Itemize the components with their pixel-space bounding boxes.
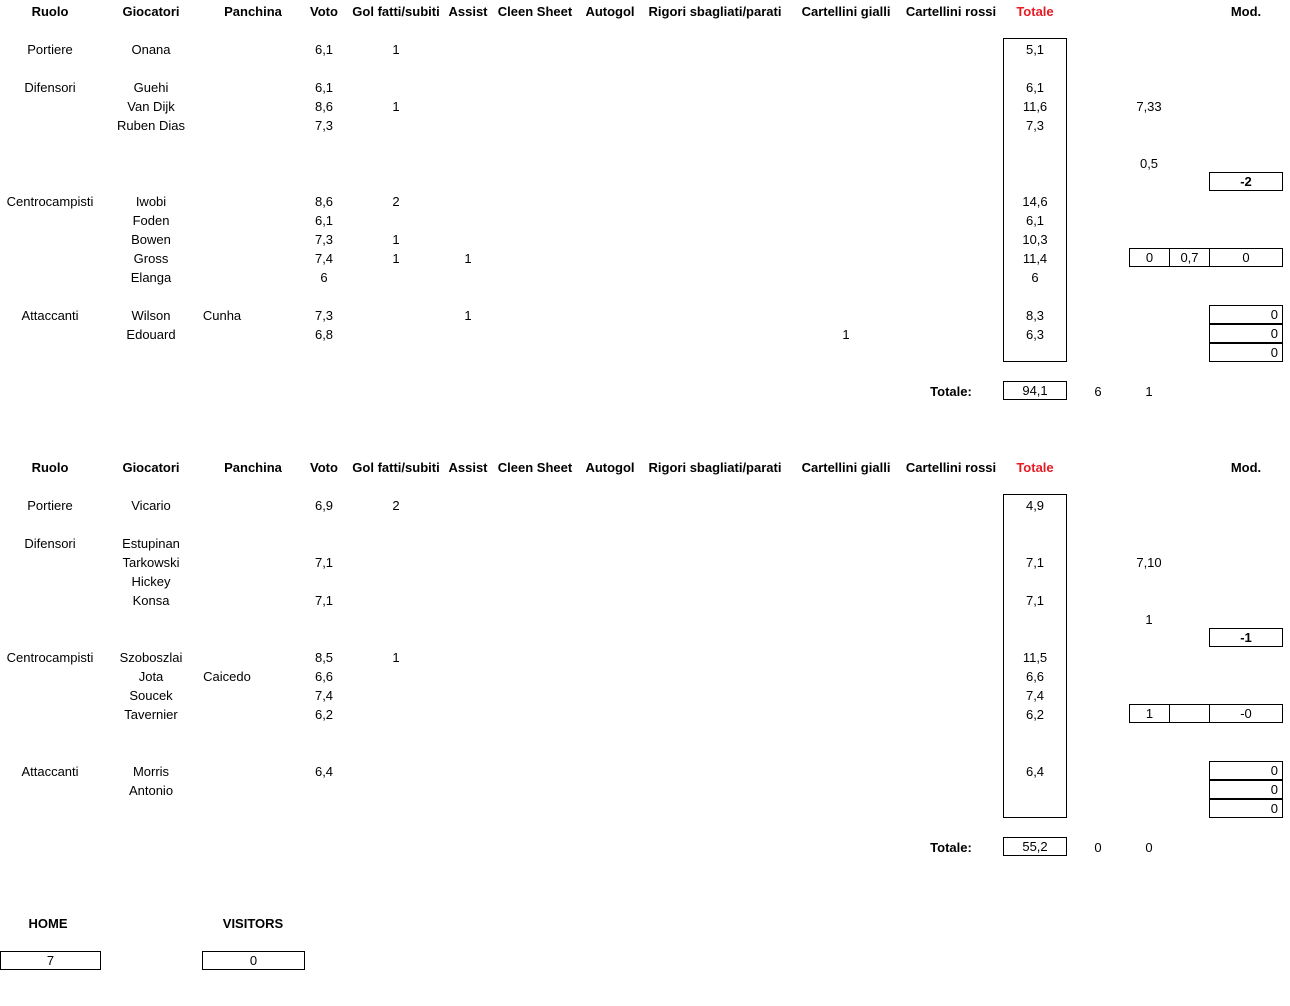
totale-cell: 11,6 xyxy=(1022,99,1048,114)
totale-label: Totale: xyxy=(930,384,972,399)
defense-modifier: -2 xyxy=(1209,172,1283,191)
player-name: Onana xyxy=(131,42,171,57)
voto-cell: 6,1 xyxy=(314,80,334,95)
voto-cell: 7,3 xyxy=(314,308,334,323)
midfield-cell-1: 0 xyxy=(1129,248,1170,267)
player-name: Edouard xyxy=(126,327,176,342)
voto-cell: 7,1 xyxy=(314,555,334,570)
header-ruolo: Ruolo xyxy=(31,4,69,19)
panchina-cell: Caicedo xyxy=(203,669,251,684)
home-label: HOME xyxy=(28,916,68,931)
gol-cell: 1 xyxy=(392,251,400,266)
header-assist: Assist xyxy=(448,4,488,19)
player-name: Bowen xyxy=(131,232,171,247)
voto-cell: 6,9 xyxy=(314,498,334,513)
totale-cell: 11,4 xyxy=(1022,251,1048,266)
player-name: Foden xyxy=(132,213,170,228)
player-name: Antonio xyxy=(128,783,174,798)
attack-modifier: 0 xyxy=(1209,343,1283,362)
gol-cell: 1 xyxy=(392,650,400,665)
totale-label: Totale: xyxy=(930,840,972,855)
totale-cell: 6,2 xyxy=(1025,707,1045,722)
attack-modifier: 0 xyxy=(1209,799,1283,818)
header-panchina: Panchina xyxy=(224,460,282,475)
midfield-cell-2 xyxy=(1169,704,1210,723)
player-name: Tarkowski xyxy=(122,555,180,570)
totale-cell: 6 xyxy=(1031,270,1039,285)
totale-cell: 4,9 xyxy=(1025,498,1045,513)
totale-cell: 7,3 xyxy=(1025,118,1045,133)
panchina-cell: Cunha xyxy=(202,308,242,323)
ruolo-cell: Portiere xyxy=(27,42,73,57)
gol-cell: 1 xyxy=(392,232,400,247)
player-name: Tavernier xyxy=(124,707,178,722)
header-ruolo: Ruolo xyxy=(31,460,69,475)
totale-cell: 11,5 xyxy=(1022,650,1048,665)
voto-cell: 8,6 xyxy=(314,194,334,209)
header-voto: Voto xyxy=(310,4,338,19)
defense-average: 7,33 xyxy=(1136,99,1162,114)
header-rossi: Cartellini rossi xyxy=(905,460,997,475)
header-voto: Voto xyxy=(310,460,338,475)
totale-extra: 0 xyxy=(1094,840,1102,855)
totale-cell: 7,1 xyxy=(1025,593,1045,608)
header-giocatori: Giocatori xyxy=(122,460,180,475)
home-score: 7 xyxy=(0,951,101,970)
ruolo-cell: Attaccanti xyxy=(21,764,79,779)
defense-average: 7,10 xyxy=(1136,555,1162,570)
gialli-cell: 1 xyxy=(842,327,850,342)
gol-cell: 2 xyxy=(392,194,400,209)
voto-cell: 6,4 xyxy=(314,764,334,779)
ruolo-cell: Centrocampisti xyxy=(6,194,94,209)
header-cleen-sheet: Cleen Sheet xyxy=(497,4,573,19)
totale-value: 94,1 xyxy=(1003,381,1067,400)
totale-extra: 1 xyxy=(1145,384,1153,399)
visitors-score: 0 xyxy=(202,951,305,970)
player-name: Iwobi xyxy=(135,194,167,209)
voto-cell: 8,6 xyxy=(314,99,334,114)
player-name: Elanga xyxy=(130,270,172,285)
player-name: Hickey xyxy=(131,574,171,589)
player-name: Szoboszlai xyxy=(119,650,183,665)
voto-cell: 6,1 xyxy=(314,42,334,57)
gol-cell: 1 xyxy=(392,42,400,57)
player-name: Wilson xyxy=(131,308,171,323)
player-name: Ruben Dias xyxy=(117,118,185,133)
header-assist: Assist xyxy=(448,460,488,475)
gol-cell: 1 xyxy=(392,99,400,114)
voto-cell: 7,4 xyxy=(314,688,334,703)
midfield-modifier: -0 xyxy=(1209,704,1283,723)
ruolo-cell: Attaccanti xyxy=(21,308,79,323)
assist-cell: 1 xyxy=(464,251,472,266)
totale-value: 55,2 xyxy=(1003,837,1067,856)
header-totale: Totale xyxy=(1016,460,1054,475)
totale-extra: 0 xyxy=(1145,840,1153,855)
header-gol: Gol fatti/subiti xyxy=(352,4,440,19)
header-cleen-sheet: Cleen Sheet xyxy=(497,460,573,475)
header-gialli: Cartellini gialli xyxy=(801,460,891,475)
header-rossi: Cartellini rossi xyxy=(905,4,997,19)
header-giocatori: Giocatori xyxy=(122,4,180,19)
voto-cell: 7,3 xyxy=(314,232,334,247)
totale-cell: 5,1 xyxy=(1025,42,1045,57)
totale-cell: 10,3 xyxy=(1022,232,1048,247)
voto-cell: 8,5 xyxy=(314,650,334,665)
voto-cell: 6,1 xyxy=(314,213,334,228)
voto-cell: 7,3 xyxy=(314,118,334,133)
gol-cell: 2 xyxy=(392,498,400,513)
totale-cell: 6,1 xyxy=(1025,80,1045,95)
player-name: Estupinan xyxy=(122,536,180,551)
header-totale: Totale xyxy=(1016,4,1054,19)
player-name: Vicario xyxy=(131,498,171,513)
totale-cell: 7,1 xyxy=(1025,555,1045,570)
totale-cell: 6,4 xyxy=(1025,764,1045,779)
header-mod: Mod. xyxy=(1230,460,1262,475)
voto-cell: 7,1 xyxy=(314,593,334,608)
totale-cell: 6,6 xyxy=(1025,669,1045,684)
voto-cell: 7,4 xyxy=(314,251,334,266)
header-mod: Mod. xyxy=(1230,4,1262,19)
header-panchina: Panchina xyxy=(224,4,282,19)
player-name: Konsa xyxy=(132,593,170,608)
totale-cell: 7,4 xyxy=(1025,688,1045,703)
defense-bonus: 1 xyxy=(1145,612,1153,627)
midfield-cell-2: 0,7 xyxy=(1169,248,1210,267)
player-name: Jota xyxy=(138,669,164,684)
voto-cell: 6,8 xyxy=(314,327,334,342)
totale-extra: 6 xyxy=(1094,384,1102,399)
attack-modifier: 0 xyxy=(1209,305,1283,324)
totale-cell: 6,3 xyxy=(1025,327,1045,342)
attack-modifier: 0 xyxy=(1209,761,1283,780)
totale-cell: 8,3 xyxy=(1025,308,1045,323)
ruolo-cell: Difensori xyxy=(24,80,76,95)
voto-cell: 6,6 xyxy=(314,669,334,684)
attack-modifier: 0 xyxy=(1209,780,1283,799)
assist-cell: 1 xyxy=(464,308,472,323)
midfield-cell-1: 1 xyxy=(1129,704,1170,723)
header-autogol: Autogol xyxy=(585,460,635,475)
ruolo-cell: Difensori xyxy=(24,536,76,551)
header-rigori: Rigori sbagliati/parati xyxy=(648,460,782,475)
header-gialli: Cartellini gialli xyxy=(801,4,891,19)
player-name: Guehi xyxy=(133,80,169,95)
player-name: Morris xyxy=(132,764,170,779)
totale-cell: 6,1 xyxy=(1025,213,1045,228)
header-gol: Gol fatti/subiti xyxy=(352,460,440,475)
ruolo-cell: Centrocampisti xyxy=(6,650,94,665)
player-name: Gross xyxy=(133,251,169,266)
ruolo-cell: Portiere xyxy=(27,498,73,513)
voto-cell: 6 xyxy=(320,270,328,285)
defense-modifier: -1 xyxy=(1209,628,1283,647)
voto-cell: 6,2 xyxy=(314,707,334,722)
midfield-modifier: 0 xyxy=(1209,248,1283,267)
player-name: Soucek xyxy=(129,688,173,703)
defense-bonus: 0,5 xyxy=(1139,156,1159,171)
visitors-label: VISITORS xyxy=(222,916,284,931)
attack-modifier: 0 xyxy=(1209,324,1283,343)
header-rigori: Rigori sbagliati/parati xyxy=(648,4,782,19)
totale-cell: 14,6 xyxy=(1022,194,1048,209)
header-autogol: Autogol xyxy=(585,4,635,19)
player-name: Van Dijk xyxy=(127,99,175,114)
